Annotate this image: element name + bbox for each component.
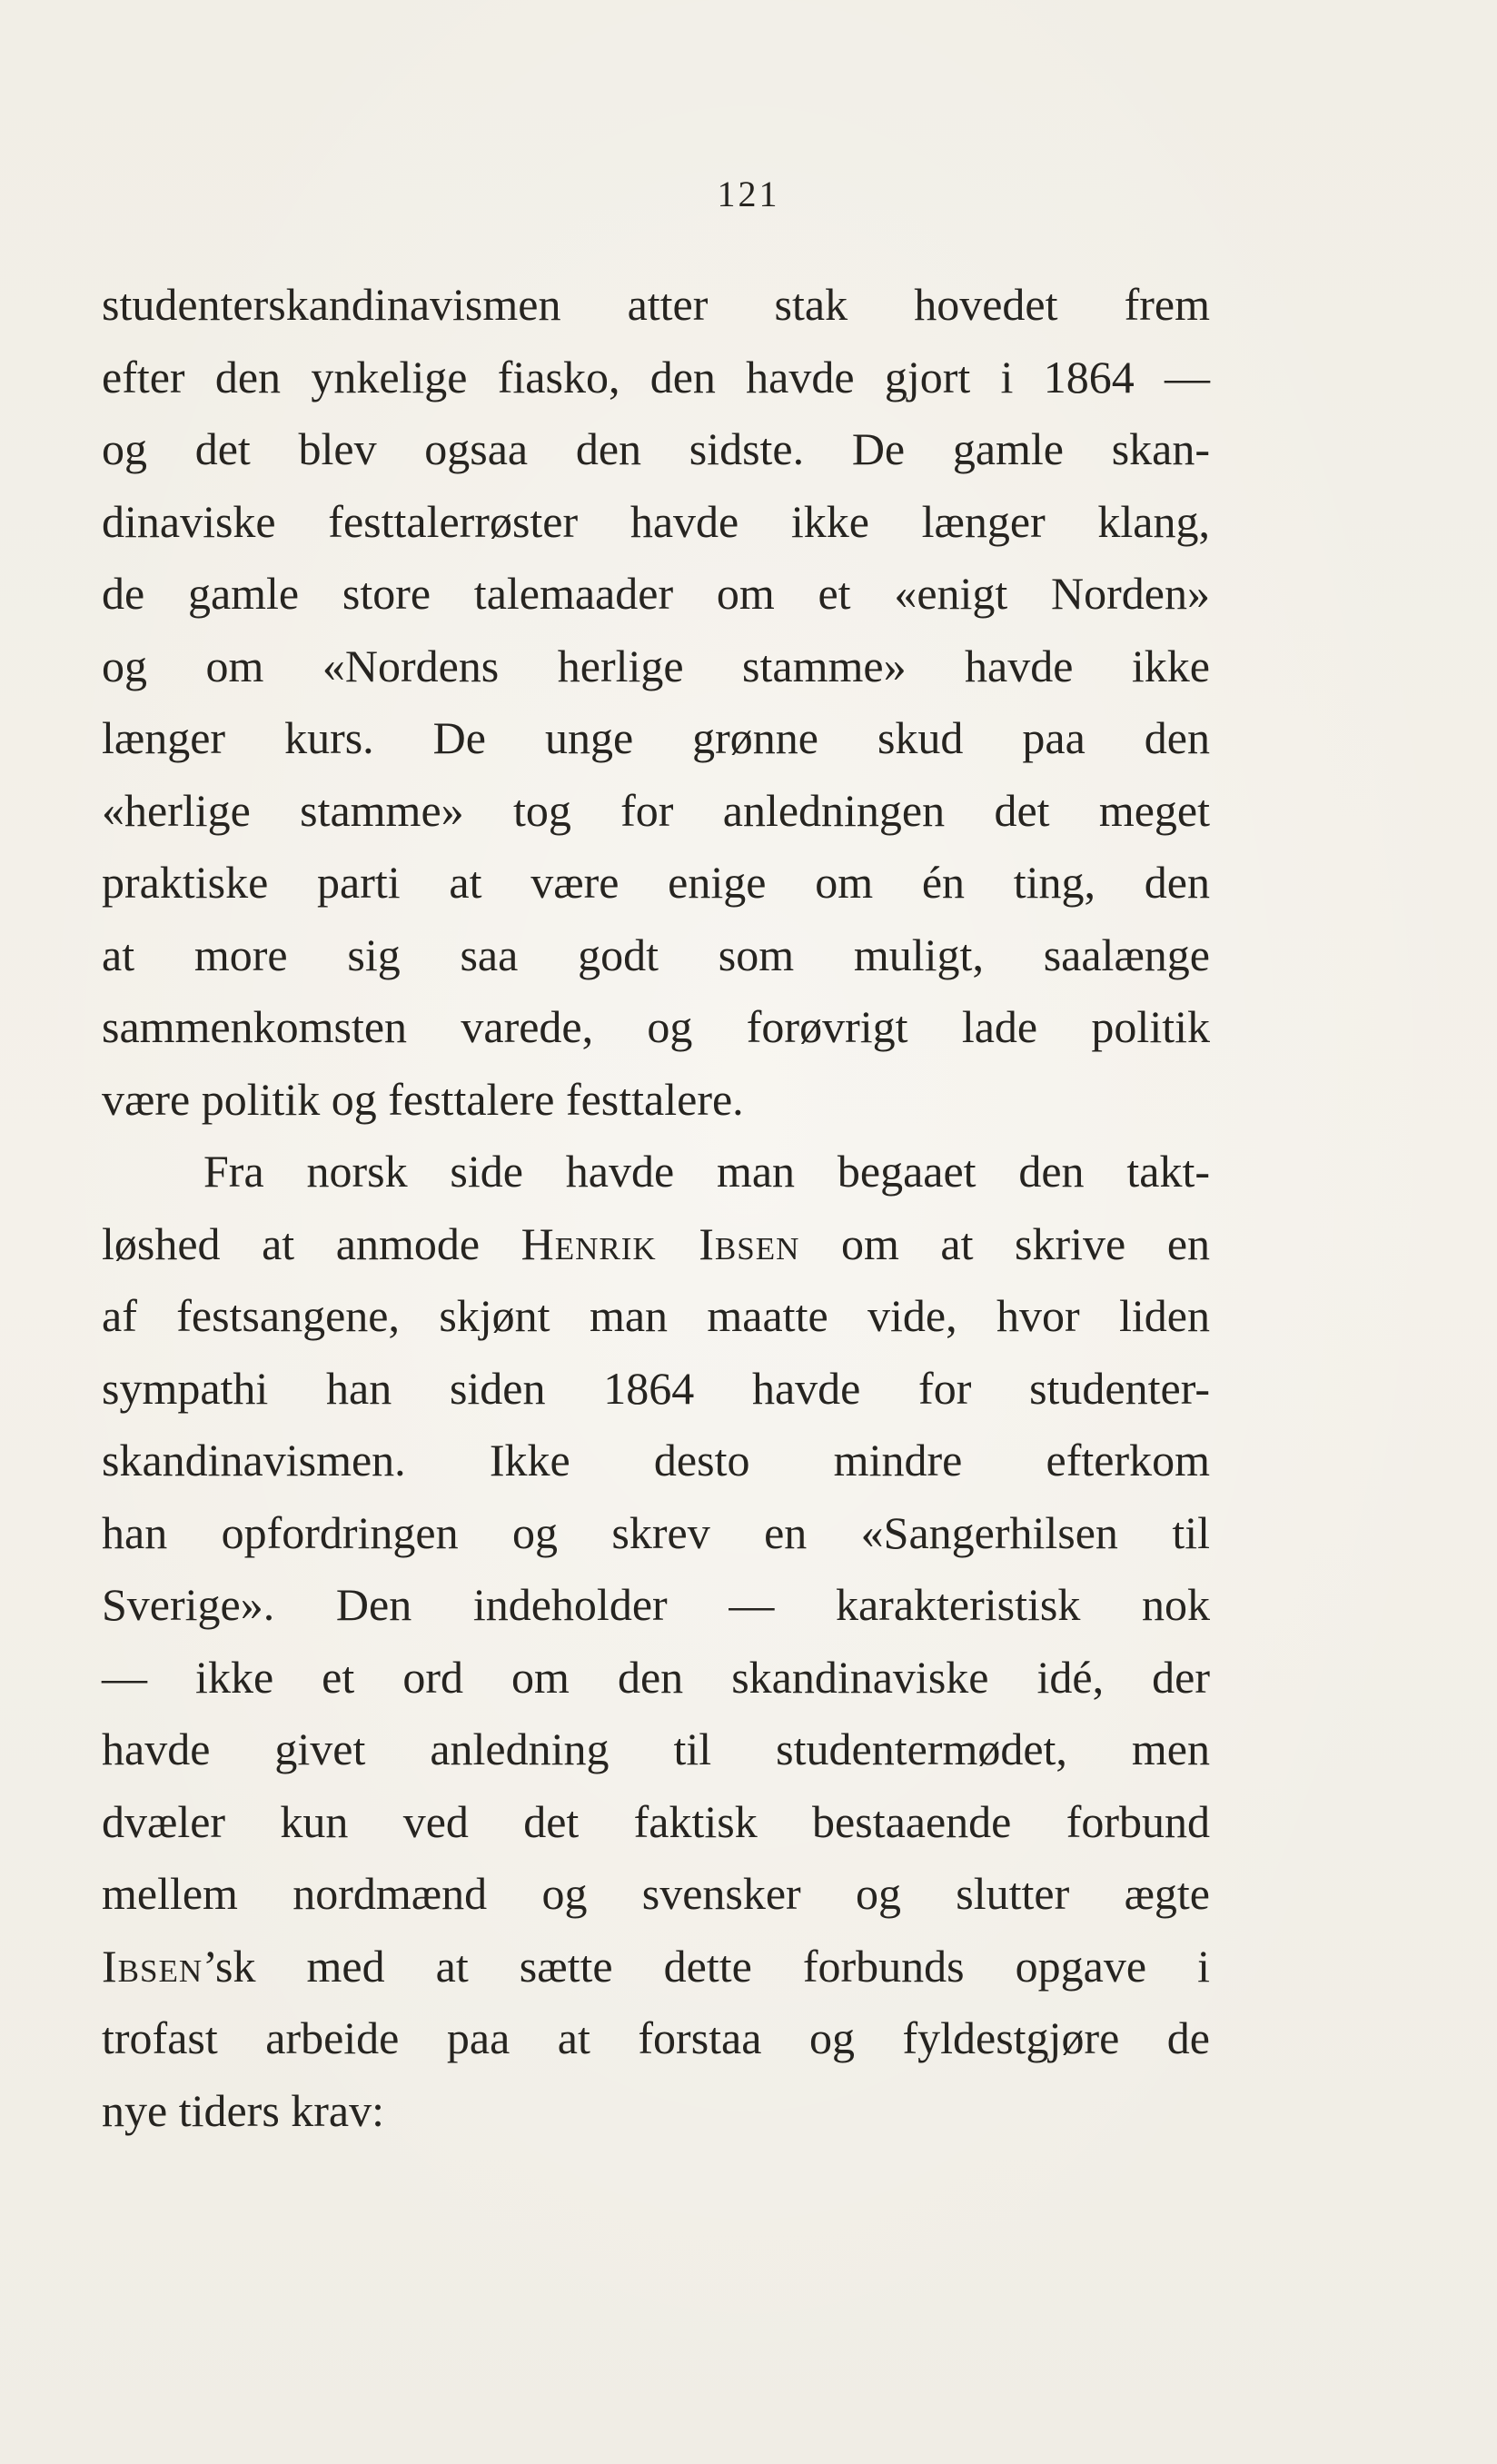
text-line: længer kurs. De unge grønne skud paa den bbox=[102, 712, 1210, 763]
text-line: nye tiders krav: bbox=[102, 2084, 385, 2136]
text-line: Fra norsk side havde man begaaet den takt- bbox=[203, 1146, 1210, 1197]
text-line: at more sig saa godt som muligt, saalænge bbox=[102, 929, 1210, 980]
text-line: dinaviske festtalerrøster havde ikke længer klang, bbox=[102, 495, 1210, 547]
person-name: Ibsen bbox=[102, 1940, 203, 1992]
text-line: skandinavismen. Ikke desto mindre efterkom bbox=[102, 1435, 1210, 1485]
text-line: sammenkomsten varede, og forøvrigt lade politik bbox=[102, 1001, 1210, 1052]
text-line: «herlige stamme» tog for anledningen det meget bbox=[102, 784, 1210, 836]
text-fragment: ’sk med at sætte dette forbunds opgave i bbox=[203, 1940, 1210, 1992]
page-number: 121 bbox=[717, 174, 780, 214]
text-line: sympathi han siden 1864 havde for studenter- bbox=[102, 1362, 1210, 1414]
person-name: Henrik Ibsen bbox=[520, 1217, 800, 1269]
text-fragment: om at skrive en bbox=[840, 1217, 1211, 1269]
text-line: mellem nordmænd og svensker og slutter ægte bbox=[102, 1868, 1210, 1919]
text-line: være politik og festtalere festtalere. bbox=[102, 1073, 744, 1125]
text-line: Sverige». Den indeholder — karakteristisk nok bbox=[102, 1579, 1210, 1630]
paragraph-1 bbox=[102, 269, 1210, 1136]
text-line-with-name bbox=[102, 1931, 1210, 2003]
text-line: dvæler kun ved det faktisk bestaaende forbund bbox=[102, 1795, 1210, 1847]
text-fragment: løshed at anmode bbox=[102, 1217, 481, 1269]
text-line: — ikke et ord om den skandinaviske idé, der bbox=[102, 1651, 1210, 1703]
paragraph-2 bbox=[102, 1136, 1210, 2147]
body-text bbox=[102, 269, 1210, 2147]
text-line: og om «Nordens herlige stamme» havde ikke bbox=[102, 640, 1210, 691]
text-line: af festsangene, skjønt man maatte vide, hvor liden bbox=[102, 1290, 1210, 1341]
text-line: efter den ynkelige fiasko, den havde gjort i 1864 — bbox=[102, 351, 1210, 402]
text-line: trofast arbeide paa at forstaa og fyldestgjøre de bbox=[102, 2012, 1210, 2063]
text-line: praktiske parti at være enige om én ting, den bbox=[102, 857, 1210, 908]
text-line: de gamle store talemaader om et «enigt Norden» bbox=[102, 568, 1210, 619]
text-line: studenterskandinavismen atter stak hovedet frem bbox=[102, 279, 1210, 330]
text-line: han opfordringen og skrev en «Sangerhilsen til bbox=[102, 1506, 1210, 1558]
text-line: og det blev ogsaa den sidste. De gamle skan- bbox=[102, 423, 1210, 474]
text-line: havde givet anledning til studentermødet, men bbox=[102, 1724, 1210, 1774]
text-line-with-name bbox=[102, 1208, 1210, 1281]
